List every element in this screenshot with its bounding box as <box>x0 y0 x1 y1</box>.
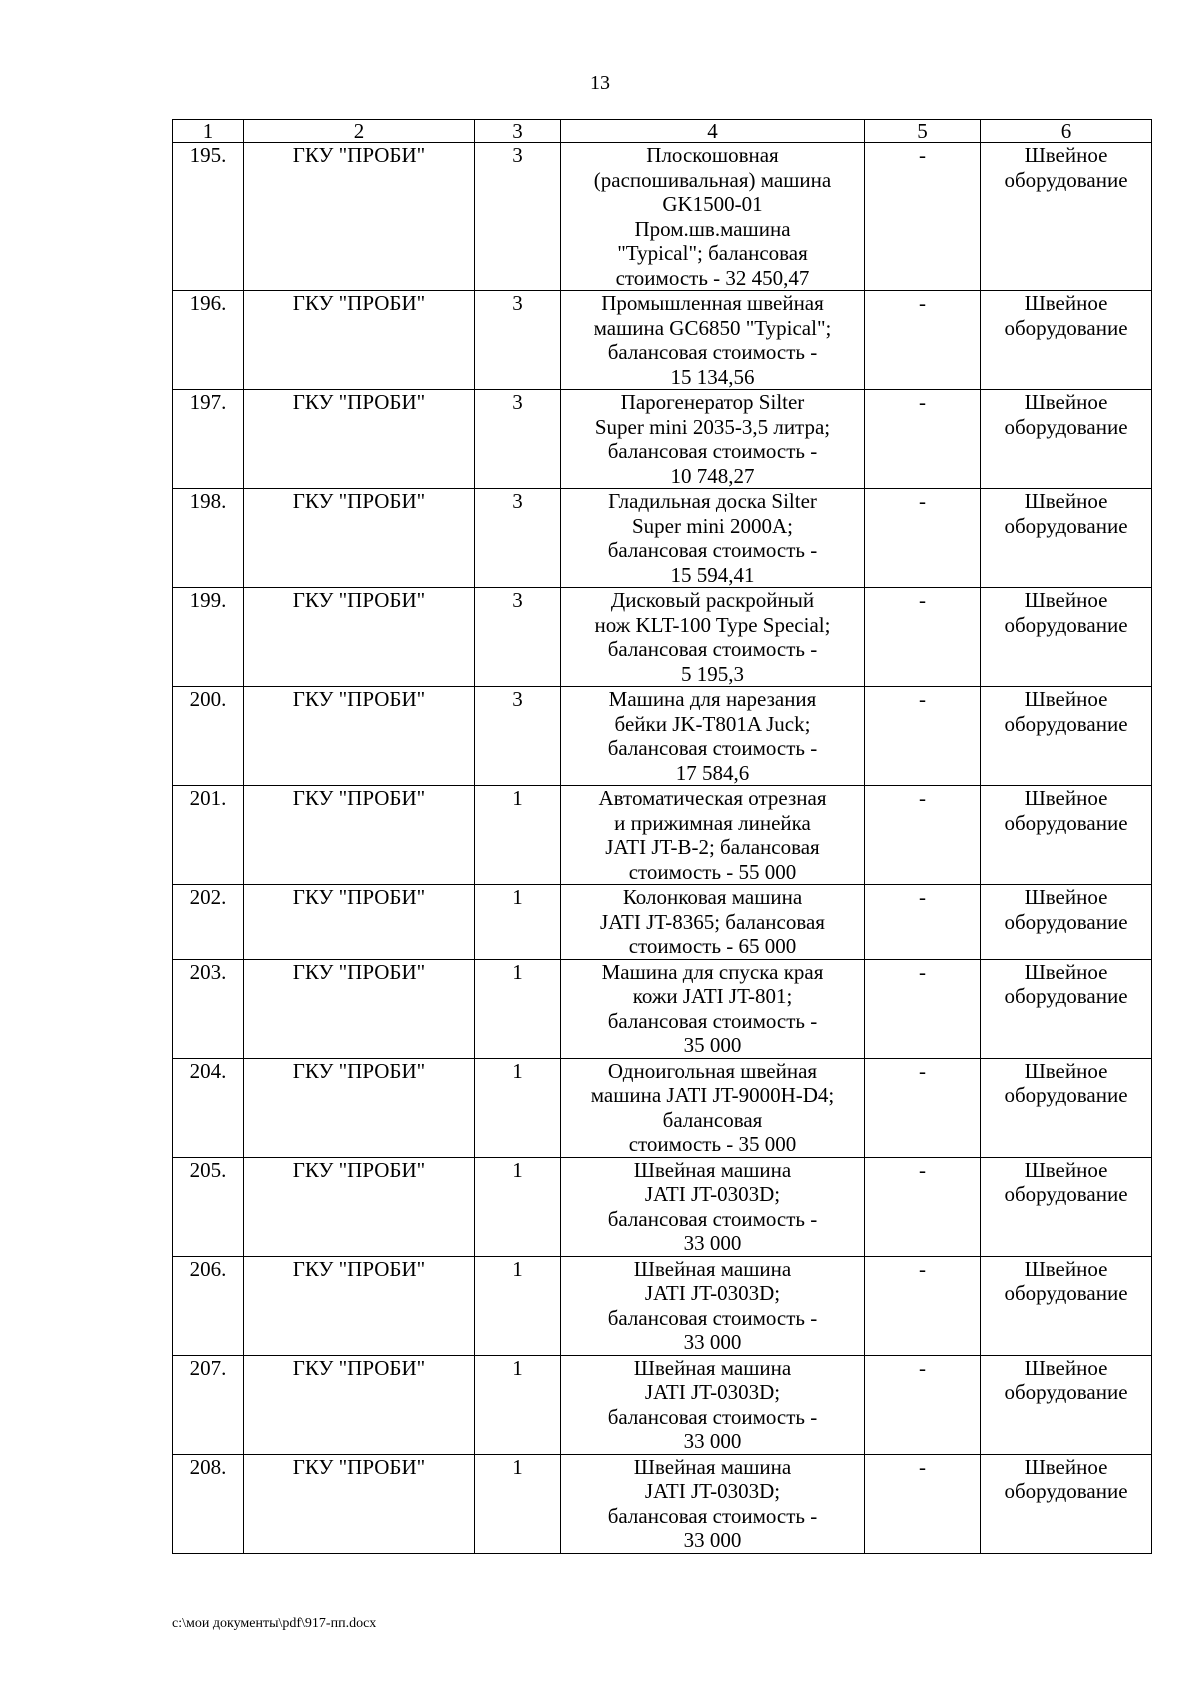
description-cell: Швейная машина JATI JT-0303D; балансовая стоимость - 33 000 <box>561 1454 865 1553</box>
table-row <box>173 390 1152 489</box>
table-row <box>173 489 1152 588</box>
category-cell: Швейное оборудование <box>981 588 1152 687</box>
quantity-cell: 1 <box>475 1157 561 1256</box>
category-cell: Швейное оборудование <box>981 959 1152 1058</box>
row-number-cell: 203. <box>173 959 244 1058</box>
category-cell: Швейное оборудование <box>981 885 1152 960</box>
organization-cell: ГКУ "ПРОБИ" <box>244 885 475 960</box>
description-cell: Дисковый раскройный нож KLT-100 Type Special; балансовая стоимость - 5 195,3 <box>561 588 865 687</box>
description-cell: Автоматическая отрезная и прижимная линейка JATI JT-B-2; балансовая стоимость - 55 000 <box>561 786 865 885</box>
organization-cell: ГКУ "ПРОБИ" <box>244 959 475 1058</box>
description-cell: Парогенератор Silter Super mini 2035-3,5 литра; балансовая стоимость - 10 748,27 <box>561 390 865 489</box>
organization-cell: ГКУ "ПРОБИ" <box>244 1256 475 1355</box>
column5-cell: - <box>865 687 981 786</box>
table-row <box>173 143 1152 291</box>
quantity-cell: 1 <box>475 1058 561 1157</box>
category-cell: Швейное оборудование <box>981 1157 1152 1256</box>
row-number-cell: 198. <box>173 489 244 588</box>
file-path-footer: c:\мои документы\pdf\917-пп.docx <box>172 1616 377 1631</box>
column5-cell: - <box>865 1058 981 1157</box>
table-row <box>173 1454 1152 1553</box>
description-cell: Промышленная швейная машина GC6850 "Typical"; балансовая стоимость - 15 134,56 <box>561 291 865 390</box>
row-number-cell: 197. <box>173 390 244 489</box>
table-row <box>173 687 1152 786</box>
page-number: 13 <box>590 72 610 94</box>
quantity-cell: 1 <box>475 959 561 1058</box>
category-cell: Швейное оборудование <box>981 786 1152 885</box>
category-cell: Швейное оборудование <box>981 687 1152 786</box>
organization-cell: ГКУ "ПРОБИ" <box>244 687 475 786</box>
row-number-cell: 208. <box>173 1454 244 1553</box>
description-cell: Плоскошовная (распошивальная) машина GK1500-01 Пром.шв.машина "Typical"; балансовая стоимость - 32 450,47 <box>561 143 865 291</box>
header-cell: 2 <box>244 120 475 143</box>
quantity-cell: 3 <box>475 588 561 687</box>
column5-cell: - <box>865 588 981 687</box>
description-cell: Колонковая машина JATI JT-8365; балансовая стоимость - 65 000 <box>561 885 865 960</box>
category-cell: Швейное оборудование <box>981 489 1152 588</box>
organization-cell: ГКУ "ПРОБИ" <box>244 588 475 687</box>
column5-cell: - <box>865 489 981 588</box>
column5-cell: - <box>865 786 981 885</box>
column5-cell: - <box>865 1355 981 1454</box>
category-cell: Швейное оборудование <box>981 1355 1152 1454</box>
description-cell: Швейная машина JATI JT-0303D; балансовая стоимость - 33 000 <box>561 1355 865 1454</box>
column5-cell: - <box>865 959 981 1058</box>
organization-cell: ГКУ "ПРОБИ" <box>244 1454 475 1553</box>
quantity-cell: 3 <box>475 291 561 390</box>
property-table <box>172 119 1152 1554</box>
quantity-cell: 3 <box>475 489 561 588</box>
organization-cell: ГКУ "ПРОБИ" <box>244 291 475 390</box>
table-row <box>173 1355 1152 1454</box>
column5-cell: - <box>865 885 981 960</box>
header-cell: 4 <box>561 120 865 143</box>
row-number-cell: 199. <box>173 588 244 687</box>
column5-cell: - <box>865 1157 981 1256</box>
table-row <box>173 885 1152 960</box>
category-cell: Швейное оборудование <box>981 1058 1152 1157</box>
quantity-cell: 3 <box>475 687 561 786</box>
table-row <box>173 291 1152 390</box>
organization-cell: ГКУ "ПРОБИ" <box>244 390 475 489</box>
category-cell: Швейное оборудование <box>981 1256 1152 1355</box>
description-cell: Швейная машина JATI JT-0303D; балансовая стоимость - 33 000 <box>561 1157 865 1256</box>
column5-cell: - <box>865 143 981 291</box>
row-number-cell: 195. <box>173 143 244 291</box>
table-row <box>173 1157 1152 1256</box>
column5-cell: - <box>865 390 981 489</box>
row-number-cell: 201. <box>173 786 244 885</box>
category-cell: Швейное оборудование <box>981 291 1152 390</box>
quantity-cell: 1 <box>475 1454 561 1553</box>
row-number-cell: 200. <box>173 687 244 786</box>
row-number-cell: 202. <box>173 885 244 960</box>
row-number-cell: 205. <box>173 1157 244 1256</box>
quantity-cell: 1 <box>475 1256 561 1355</box>
quantity-cell: 3 <box>475 143 561 291</box>
row-number-cell: 206. <box>173 1256 244 1355</box>
table-row <box>173 588 1152 687</box>
row-number-cell: 196. <box>173 291 244 390</box>
table-row <box>173 786 1152 885</box>
quantity-cell: 1 <box>475 786 561 885</box>
header-cell: 3 <box>475 120 561 143</box>
quantity-cell: 1 <box>475 1355 561 1454</box>
description-cell: Машина для спуска края кожи JATI JT-801; балансовая стоимость - 35 000 <box>561 959 865 1058</box>
column5-cell: - <box>865 291 981 390</box>
organization-cell: ГКУ "ПРОБИ" <box>244 143 475 291</box>
table-row <box>173 1058 1152 1157</box>
header-cell: 5 <box>865 120 981 143</box>
table-row <box>173 959 1152 1058</box>
category-cell: Швейное оборудование <box>981 1454 1152 1553</box>
column5-cell: - <box>865 1454 981 1553</box>
organization-cell: ГКУ "ПРОБИ" <box>244 1157 475 1256</box>
organization-cell: ГКУ "ПРОБИ" <box>244 1355 475 1454</box>
description-cell: Гладильная доска Silter Super mini 2000A; балансовая стоимость - 15 594,41 <box>561 489 865 588</box>
header-cell: 6 <box>981 120 1152 143</box>
category-cell: Швейное оборудование <box>981 390 1152 489</box>
organization-cell: ГКУ "ПРОБИ" <box>244 489 475 588</box>
quantity-cell: 1 <box>475 885 561 960</box>
organization-cell: ГКУ "ПРОБИ" <box>244 1058 475 1157</box>
header-cell: 1 <box>173 120 244 143</box>
description-cell: Одноигольная швейная машина JATI JT-9000H-D4; балансовая стоимость - 35 000 <box>561 1058 865 1157</box>
row-number-cell: 207. <box>173 1355 244 1454</box>
description-cell: Машина для нарезания бейки JK-T801A Juck; балансовая стоимость - 17 584,6 <box>561 687 865 786</box>
table-header-row <box>173 120 1152 143</box>
table-row <box>173 1256 1152 1355</box>
column5-cell: - <box>865 1256 981 1355</box>
category-cell: Швейное оборудование <box>981 143 1152 291</box>
organization-cell: ГКУ "ПРОБИ" <box>244 786 475 885</box>
description-cell: Швейная машина JATI JT-0303D; балансовая стоимость - 33 000 <box>561 1256 865 1355</box>
quantity-cell: 3 <box>475 390 561 489</box>
row-number-cell: 204. <box>173 1058 244 1157</box>
